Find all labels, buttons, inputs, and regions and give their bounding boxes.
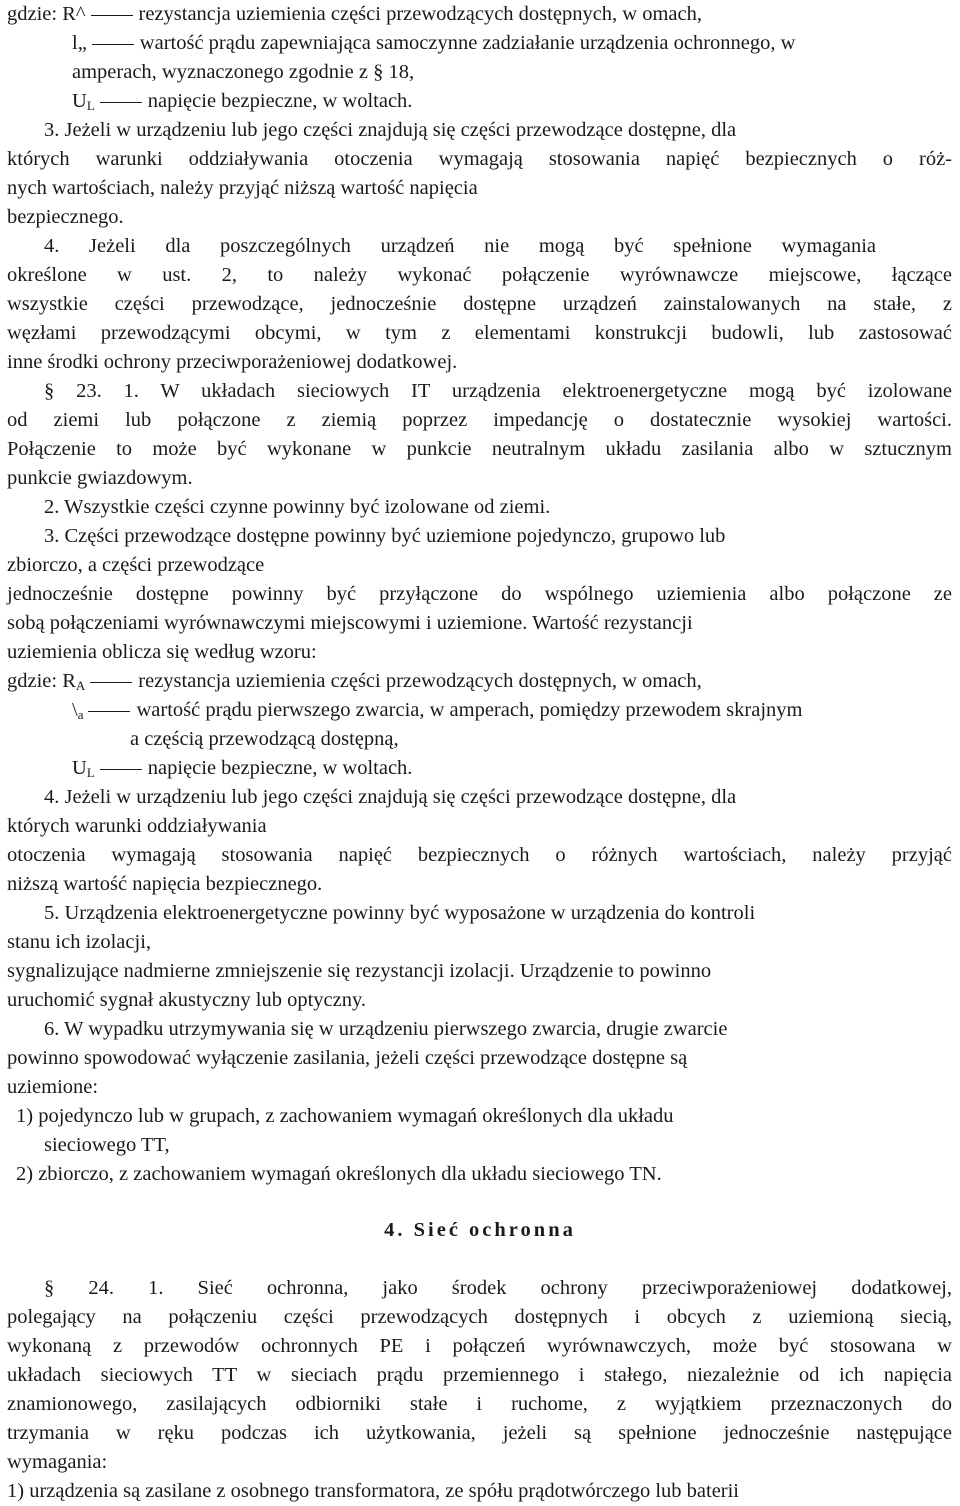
text-line: znamionowego, zasilających odbiorniki stałe i ruchome, z wyjątkiem przeznaczonych do: [7, 1393, 952, 1415]
text-line: powinno spowodować wyłączenie zasilania, jeżeli części przewodzące dostępne są: [7, 1047, 688, 1069]
text-line: sygnalizujące nadmierne zmniejszenie się rezystancji izolacji. Urządzenie to powinno: [7, 960, 712, 982]
em-dash-rule: [90, 682, 132, 683]
text-line-formula-legend-ra: gdzie: $R_A$ rezystancja uziemienia części przewodzących dostępnych, w omach,: [7, 670, 702, 693]
text-line: amperach, wyznaczonego zgodnie z § 18,: [72, 61, 415, 83]
text-line: 2. Wszystkie części czynne powinny być izolowane od ziemi.: [44, 496, 551, 518]
text-line: wszystkie części przewodzące, jednocześnie dostępne urządzeń zainstalowanych na stałe, z: [7, 293, 952, 315]
text-line: nych wartościach, należy przyjąć niższą wartość napięcia: [7, 177, 478, 199]
list-item: 1) urządzenia są zasilane z osobnego transformatora, ze spółu prądotwórczego lub baterii: [7, 1480, 740, 1502]
text-line: trzymania w ręku podczas ich użytkowania, jeżeli są spełnione jednocześnie następujące: [7, 1422, 952, 1444]
text-line: których warunki oddziaływania: [7, 815, 267, 837]
text-line-formula-legend-ia: $\backslash_a$ wartość prądu pierwszego zwarcia, w amperach, pomiędzy przewodem skrajnym: [72, 699, 803, 722]
text-line: 4. Jeżeli w urządzeniu lub jego części znajdują się części przewodzące dostępne, dla: [44, 786, 737, 808]
text-line: 4. Jeżeli dla poszczególnych urządzeń nie mogą być spełnione wymagania: [44, 235, 876, 257]
text-line-formula-legend-u: $U_L$ napięcie bezpieczne, w woltach.: [72, 90, 413, 113]
text-line: od ziemi lub połączone z ziemią poprzez impedancję o dostatecznie wysokiej wartości.: [7, 409, 952, 431]
text-line: 3. Części przewodzące dostępne powinny być uziemione pojedynczo, grupowo lub: [44, 525, 726, 547]
text-line: stanu ich izolacji,: [7, 931, 152, 953]
section-heading: 4. Sieć ochronna: [384, 1219, 576, 1241]
text-line: uziemione:: [7, 1076, 99, 1098]
em-dash-rule: [88, 711, 130, 712]
text-line-formula-legend-i: l„ wartość prądu zapewniająca samoczynne zadziałanie urządzenia ochronnego, w: [72, 32, 796, 54]
text-line: 5. Urządzenia elektroenergetyczne powinny być wyposażone w urządzenia do kontroli: [44, 902, 756, 924]
list-item-continuation: sieciowego TT,: [44, 1134, 170, 1156]
em-dash-rule: [91, 15, 133, 16]
text-line-formula-legend-ul: $U_L$ napięcie bezpieczne, w woltach.: [72, 757, 413, 780]
text-line: uruchomić sygnał akustyczny lub optyczny.: [7, 989, 367, 1011]
text-line: otoczenia wymagają stosowania napięć bezpiecznych o różnych wartościach, należy przyjąć: [7, 844, 952, 866]
text-line: Połączenie to może być wykonane w punkcie neutralnym układu zasilania albo w sztucznym: [7, 438, 952, 460]
text-line: polegający na połączeniu części przewodzących dostępnych i obcych z uziemioną siecią,: [7, 1306, 952, 1328]
text-line: inne środki ochrony przeciwporażeniowej dodatkowej.: [7, 351, 458, 373]
text-line: uziemienia oblicza się według wzoru:: [7, 641, 317, 663]
text-line: 6. W wypadku utrzymywania się w urządzeniu pierwszego zwarcia, drugie zwarcie: [44, 1018, 728, 1040]
em-dash-rule: [100, 102, 142, 103]
text-line: których warunki oddziaływania otoczenia wymagają stosowania napięć bezpiecznych o róż-: [7, 148, 952, 170]
text-line: określone w ust. 2, to należy wykonać połączenie wyrównawcze miejscowe, łączące: [7, 264, 952, 286]
text-line: 3. Jeżeli w urządzeniu lub jego części znajdują się części przewodzące dostępne, dla: [44, 119, 737, 141]
text-line: układach sieciowych TT w sieciach prądu przemiennego i stałego, niezależnie od ich napięcia: [7, 1364, 952, 1386]
text-line-formula-legend-r: gdzie: R^ rezystancja uziemienia części przewodzących dostępnych, w omach,: [7, 3, 702, 25]
text-line: zbiorczo, a części przewodzące: [7, 554, 265, 576]
text-line: a częścią przewodzącą dostępną,: [130, 728, 399, 750]
text-line: punkcie gwiazdowym.: [7, 467, 193, 489]
paragraph-start-section-24: § 24. 1. Sieć ochronna, jako środek ochrony przeciwporażeniowej dodatkowej,: [44, 1277, 952, 1299]
em-dash-rule: [92, 44, 134, 45]
text-line: bezpiecznego.: [7, 206, 124, 228]
text-line: wykonaną z przewodów ochronnych PE i połączeń wyrównawczych, może być stosowana w: [7, 1335, 952, 1357]
em-dash-rule: [100, 769, 142, 770]
paragraph-start-section-23: § 23. 1. W układach sieciowych IT urządzenia elektroenergetyczne mogą być izolowane: [44, 380, 952, 402]
text-line: sobą połączeniami wyrównawczymi miejscowymi i uziemione. Wartość rezystancji: [7, 612, 693, 634]
text-line: niższą wartość napięcia bezpiecznego.: [7, 873, 323, 895]
list-item: 1) pojedynczo lub w grupach, z zachowaniem wymagań określonych dla układu: [16, 1105, 674, 1127]
text-line: wymagania:: [7, 1451, 108, 1473]
text-line: jednocześnie dostępne powinny być przyłączone do wspólnego uziemienia albo połączone ze: [7, 583, 952, 605]
list-item: 2) zbiorczo, z zachowaniem wymagań określonych dla układu sieciowego TN.: [16, 1163, 662, 1185]
text-line: węzłami przewodzącymi obcymi, w tym z elementami konstrukcji budowli, lub zastosować: [7, 322, 952, 344]
